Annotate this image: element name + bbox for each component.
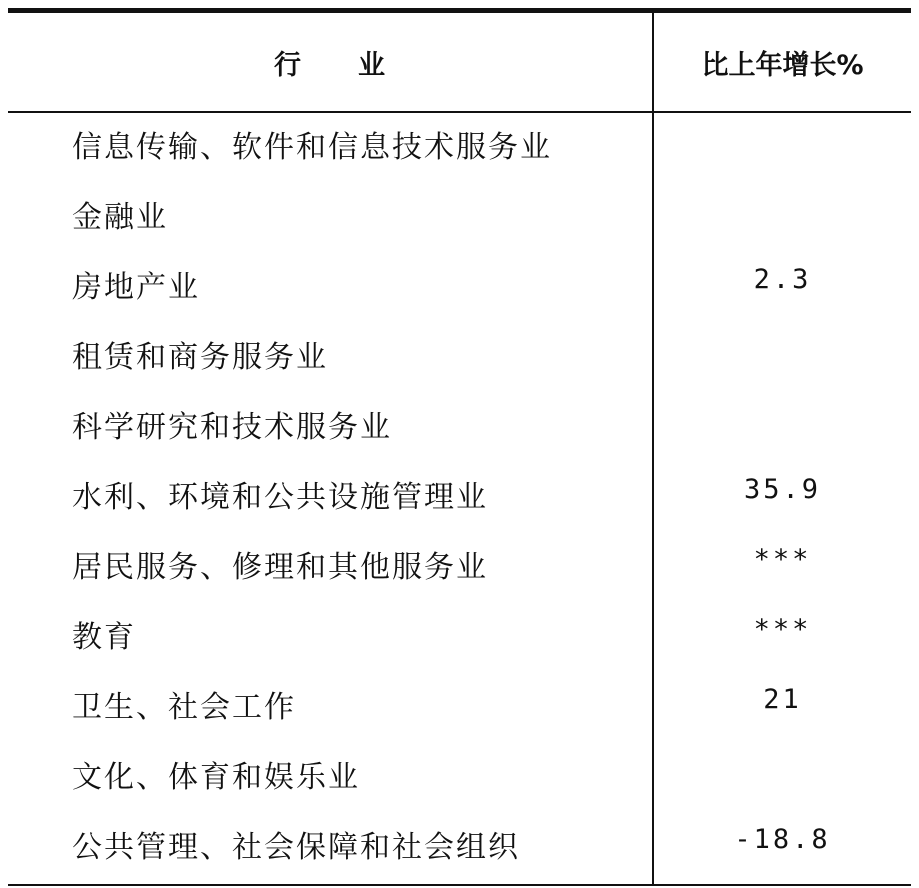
growth-value xyxy=(654,393,911,447)
industry-name: 金融业 xyxy=(72,200,168,235)
data-table xyxy=(8,8,911,886)
table-row xyxy=(8,603,911,673)
header-industry xyxy=(8,13,652,111)
growth-value xyxy=(654,183,911,237)
table-row xyxy=(8,183,911,253)
table-row xyxy=(8,393,911,463)
header-industry-label: 行 业 xyxy=(274,49,386,81)
industry-name: 水利、环境和公共设施管理业 xyxy=(72,480,488,515)
growth-value: *** xyxy=(753,614,812,645)
table-row xyxy=(8,533,911,603)
industry-name: 居民服务、修理和其他服务业 xyxy=(72,550,488,585)
industry-name: 房地产业 xyxy=(72,270,200,305)
table-row xyxy=(8,673,911,743)
header-growth-label: 比上年增长% xyxy=(701,49,864,81)
industry-name: 租赁和商务服务业 xyxy=(72,340,328,375)
industry-name: 文化、体育和娱乐业 xyxy=(72,760,360,795)
growth-value: 21 xyxy=(763,684,802,715)
table-bottom-rule xyxy=(8,884,911,886)
table-row xyxy=(8,323,911,393)
industry-name: 科学研究和技术服务业 xyxy=(72,410,392,445)
header-growth xyxy=(654,13,911,111)
table-row xyxy=(8,253,911,323)
growth-value: 35.9 xyxy=(743,474,822,505)
industry-name: 公共管理、社会保障和社会组织 xyxy=(72,830,520,865)
growth-value xyxy=(654,323,911,377)
growth-value: *** xyxy=(753,544,812,575)
growth-value: -18.8 xyxy=(734,824,831,855)
growth-value: 2.3 xyxy=(753,264,812,295)
table-row xyxy=(8,113,911,183)
table-row xyxy=(8,463,911,533)
growth-value xyxy=(654,113,911,167)
industry-name: 信息传输、软件和信息技术服务业 xyxy=(72,130,552,165)
industry-name: 卫生、社会工作 xyxy=(72,690,296,725)
growth-value xyxy=(654,743,911,797)
table-row xyxy=(8,813,911,883)
industry-name: 教育 xyxy=(72,620,136,655)
table-row xyxy=(8,743,911,813)
